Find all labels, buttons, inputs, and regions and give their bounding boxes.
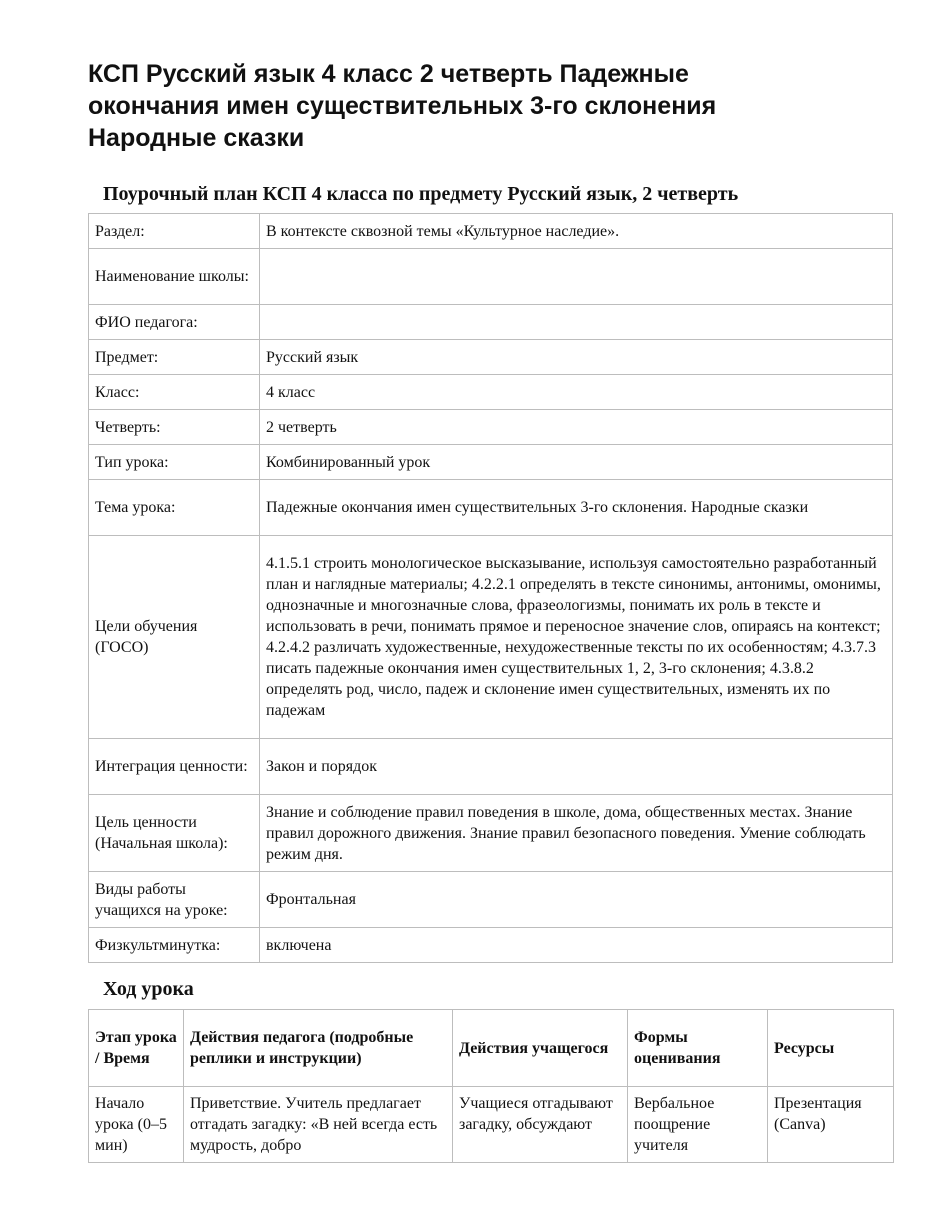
info-label: Интеграция ценности:: [89, 739, 260, 795]
info-row: [89, 410, 893, 445]
document-title: КСП Русский язык 4 класс 2 четверть Падежные окончания имен существительных 3-го склонения Народные сказки: [88, 60, 717, 152]
info-row: [89, 872, 893, 928]
lesson-table-header-row: [89, 1010, 894, 1087]
info-label: Виды работы учащихся на уроке:: [89, 872, 260, 928]
info-row: [89, 739, 893, 795]
lesson-column-header: Формы оценивания: [628, 1010, 768, 1087]
lesson-cell: Приветствие. Учитель предлагает отгадать загадку: «В ней всегда есть мудрость, добро: [184, 1087, 453, 1163]
info-row: [89, 795, 893, 872]
lesson-column-header: Действия учащегося: [453, 1010, 628, 1087]
table-row: [89, 1087, 894, 1163]
info-label: ФИО педагога:: [89, 305, 260, 340]
lesson-table-body: [89, 1087, 894, 1163]
lesson-column-header: Действия педагога (подробные реплики и инструкции): [184, 1010, 453, 1087]
info-value: 4.1.5.1 строить монологическое высказывание, используя самостоятельно разработанный план и наглядные материалы; 4.2.2.1 определять в тексте синонимы, антонимы, омонимы, однозначные и многозначные слова, фразеологизмы, понимать их роль в тексте и использовать в речи, понимать прямое и переносное значение слов, опираясь на контекст; 4.2.4.2 различать художественные, нехудожественные тексты по их особенностям; 4.3.7.3 писать падежные окончания имен существительных 1, 2, 3-го склонения; 4.3.8.2 определять род, число, падеж и склонение имен существительных, изменять их по падежам: [260, 536, 893, 739]
info-value: 2 четверть: [260, 410, 893, 445]
info-row: [89, 249, 893, 305]
document-page: [88, 58, 893, 1163]
info-value: Фронтальная: [260, 872, 893, 928]
lesson-progress-table: [88, 1009, 894, 1163]
info-value: Знание и соблюдение правил поведения в школе, дома, общественных местах. Знание правил дорожного движения. Знание правил безопасного поведения. Умение соблюдать режим дня.: [260, 795, 893, 872]
lesson-progress-heading: Ход урока: [103, 978, 194, 1000]
info-row: [89, 445, 893, 480]
info-label: Тема урока:: [89, 480, 260, 536]
info-label: Цели обучения (ГОСО): [89, 536, 260, 739]
info-value: 4 класс: [260, 375, 893, 410]
lesson-cell: Вербальное поощрение учителя: [628, 1087, 768, 1163]
info-value: включена: [260, 928, 893, 963]
info-label: Раздел:: [89, 214, 260, 249]
lesson-cell: Учащиеся отгадывают загадку, обсуждают: [453, 1087, 628, 1163]
info-row: [89, 928, 893, 963]
lesson-info-table-body: [89, 214, 893, 963]
info-value: Комбинированный урок: [260, 445, 893, 480]
lesson-cell: Презентация (Canva): [768, 1087, 894, 1163]
info-label: Физкультминутка:: [89, 928, 260, 963]
lesson-column-header: Этап урока / Время: [89, 1010, 184, 1087]
info-value: Падежные окончания имен существительных 3-го склонения. Народные сказки: [260, 480, 893, 536]
info-row: [89, 214, 893, 249]
info-row: [89, 305, 893, 340]
info-value: [260, 305, 893, 340]
lesson-info-table: [88, 213, 893, 963]
lesson-column-header: Ресурсы: [768, 1010, 894, 1087]
info-label: Четверть:: [89, 410, 260, 445]
info-label: Предмет:: [89, 340, 260, 375]
info-row: [89, 375, 893, 410]
info-value: Закон и порядок: [260, 739, 893, 795]
lesson-cell: Начало урока (0–5 мин): [89, 1087, 184, 1163]
info-row: [89, 480, 893, 536]
info-label: Цель ценности (Начальная школа):: [89, 795, 260, 872]
info-value: Русский язык: [260, 340, 893, 375]
info-label: Класс:: [89, 375, 260, 410]
info-value: [260, 249, 893, 305]
info-row: [89, 340, 893, 375]
info-label: Тип урока:: [89, 445, 260, 480]
plan-subtitle: Поурочный план КСП 4 класса по предмету Русский язык, 2 четверть: [103, 183, 739, 205]
info-value: В контексте сквозной темы «Культурное наследие».: [260, 214, 893, 249]
info-label: Наименование школы:: [89, 249, 260, 305]
info-row: [89, 536, 893, 739]
